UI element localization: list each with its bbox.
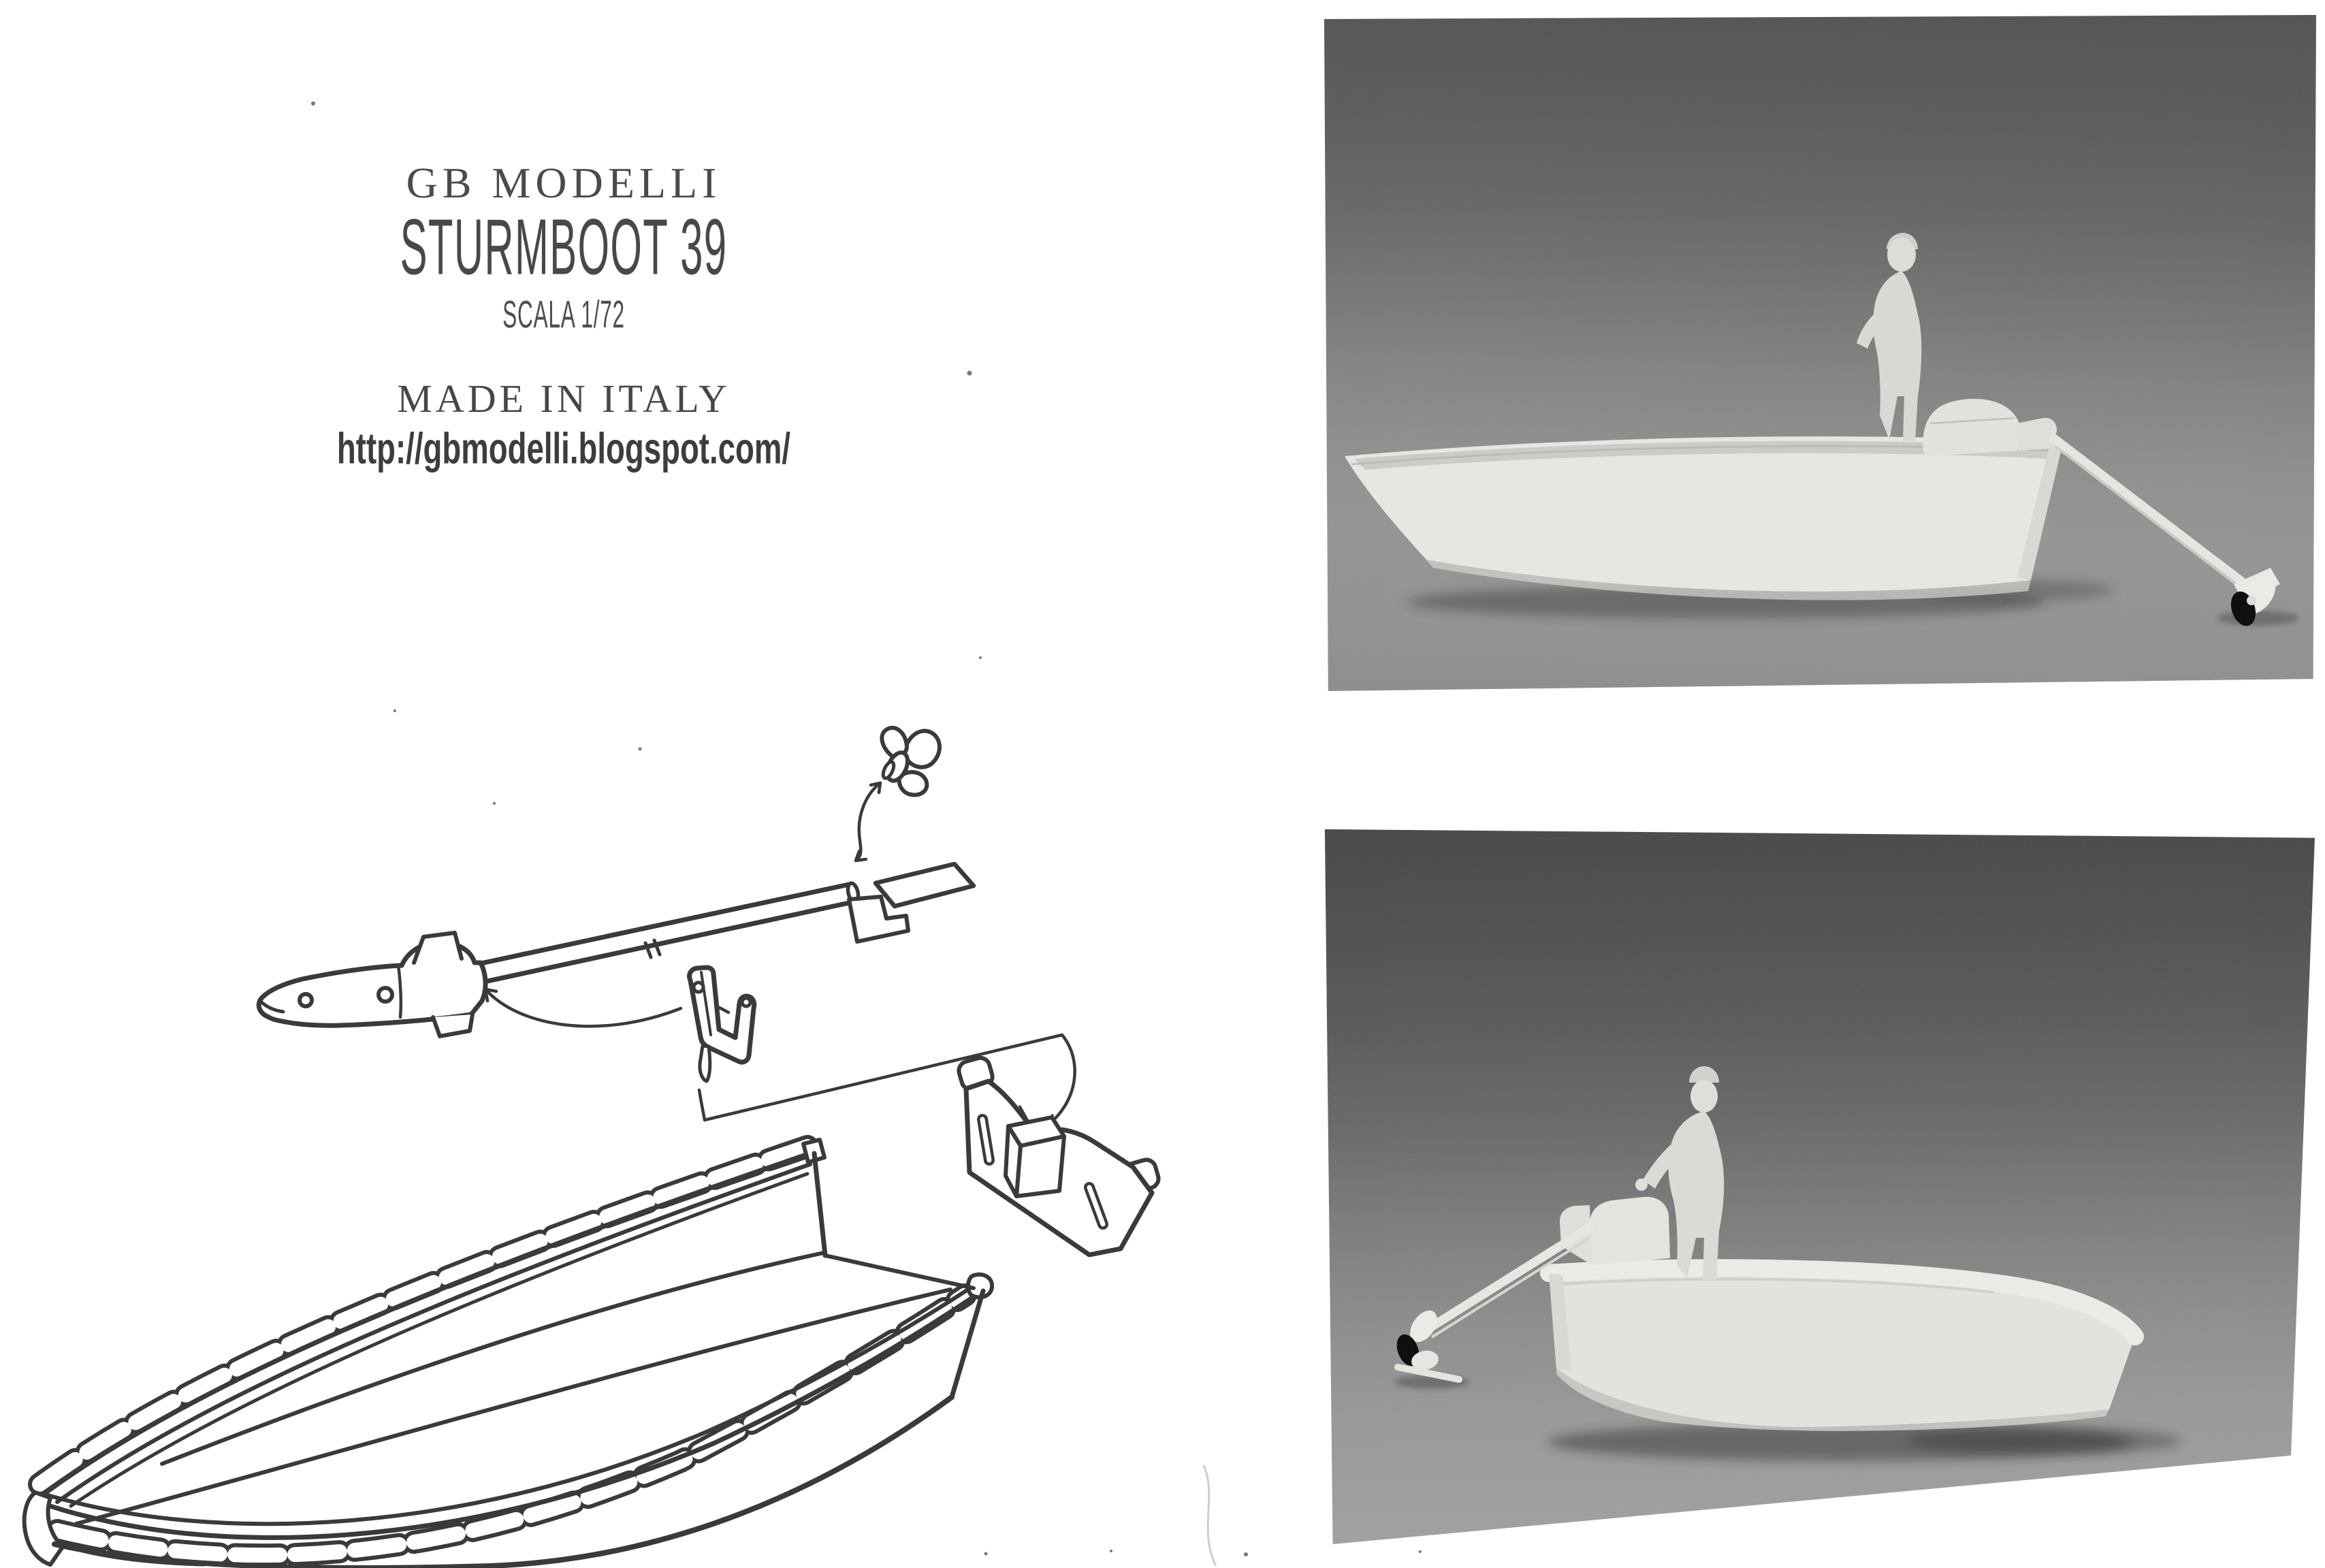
transom-plate-drawing: [957, 1055, 1161, 1255]
shaft-lines: [452, 884, 852, 988]
near-gunwale-pads-fill: [57, 1295, 965, 1555]
made-in-label: MADE IN ITALY: [397, 377, 731, 421]
bracket-pin: [700, 1046, 710, 1081]
engine-mount-plate: [414, 933, 462, 963]
paper-crease: [1204, 1465, 1216, 1566]
hull-drawing: [25, 1140, 992, 1568]
transom-left-edge: [814, 1153, 825, 1255]
propeller-drawing: [881, 728, 940, 795]
rudder-plate: [876, 864, 974, 906]
kit-title: STURMBOOT 39: [400, 202, 728, 291]
stern-floor-edge: [825, 1255, 974, 1288]
floor-line-near: [76, 1290, 950, 1524]
website-url: http://gbmodelli.blogspot.com/: [336, 424, 791, 473]
kit-scale: SCALA 1/72: [502, 293, 625, 336]
engine-fin: [433, 1014, 472, 1036]
near-gunwale-outer: [42, 1292, 980, 1537]
cube-front: [1016, 1136, 1064, 1196]
brand-name: GB MODELLI: [406, 159, 722, 207]
far-gunwale-pads-outline: [39, 1147, 807, 1484]
bracket-drawing: [690, 967, 754, 1081]
motor-drawing: [259, 864, 974, 1036]
